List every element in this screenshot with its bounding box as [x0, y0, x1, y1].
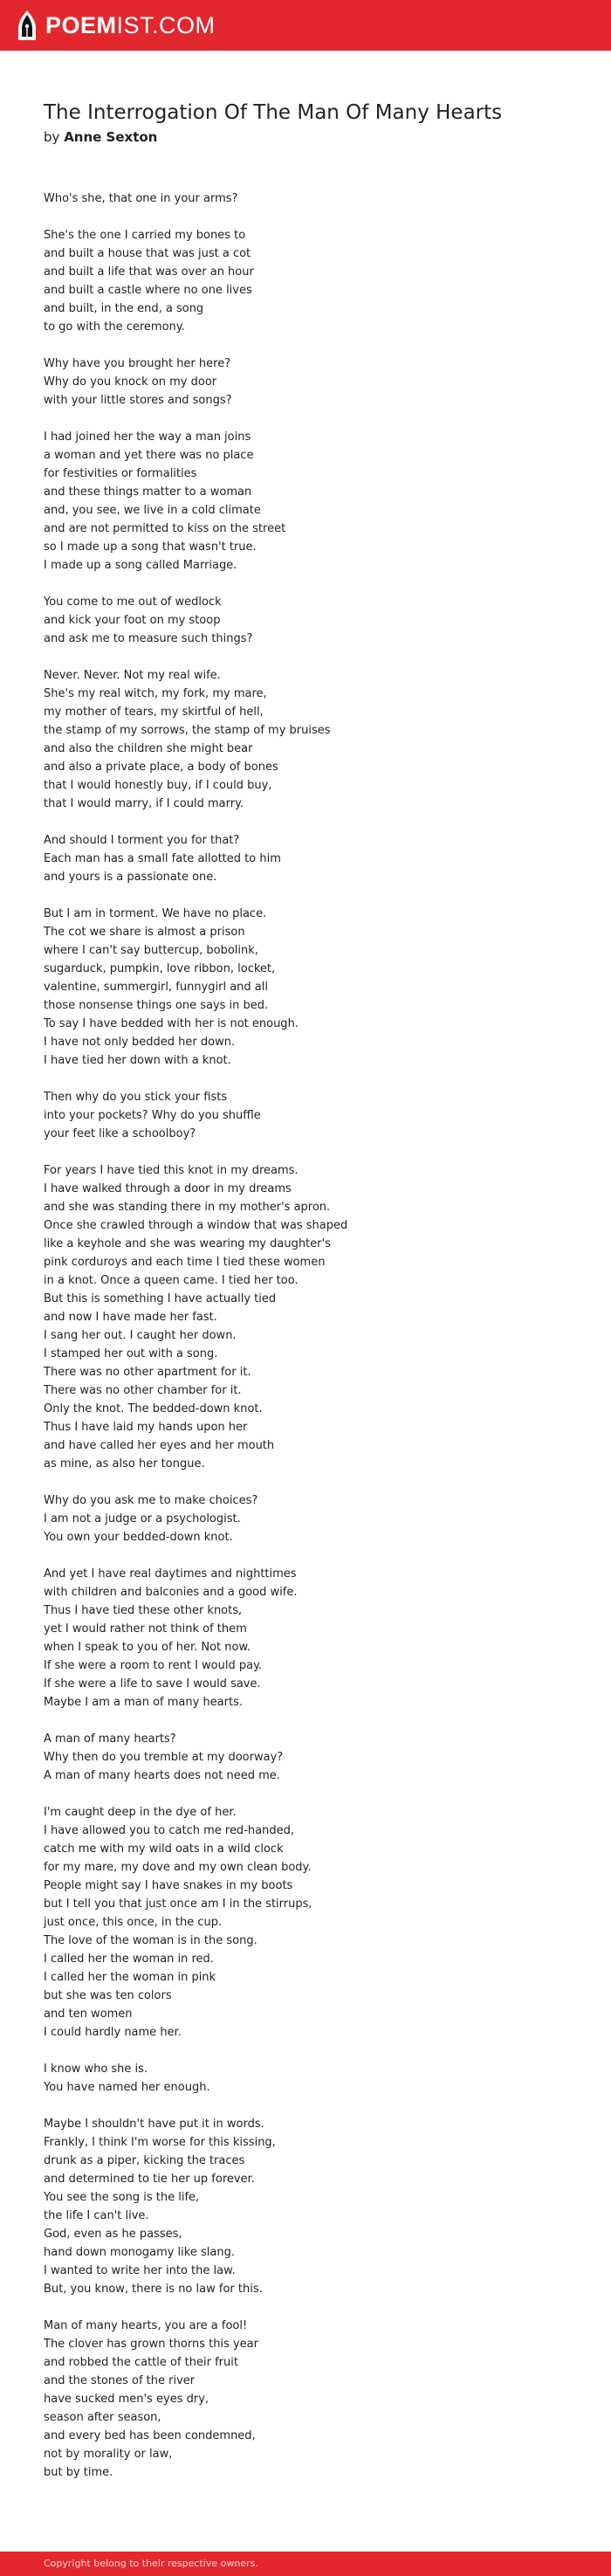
poem-line: a woman and yet there was no place — [44, 449, 254, 462]
poem-line: The cot we share is almost a prison — [44, 926, 245, 939]
poem-line: and she was standing there in my mother's apron. — [44, 1201, 331, 1214]
stanza — [44, 1730, 567, 1785]
stanza — [44, 666, 567, 813]
poem-line: The love of the woman is in the song. — [44, 1934, 257, 1947]
poem-line: A man of many hearts? — [44, 1732, 176, 1746]
stanza — [44, 1803, 567, 2042]
poem-line: Thus I have laid my hands upon her — [44, 1421, 248, 1434]
poem-line: hand down monogamy like slang. — [44, 2246, 235, 2259]
poem-line: And yet I have real daytimes and nighttimes — [44, 1567, 297, 1581]
poem-line: But, you know, there is no law for this. — [44, 2283, 263, 2296]
poem-line: Why do you knock on my door — [44, 375, 217, 389]
stanza — [44, 1565, 567, 1712]
poem-line: I could hardly name her. — [44, 2026, 182, 2039]
poem-line: so I made up a song that wasn't true. — [44, 541, 257, 554]
poem-line: and also the children she might bear — [44, 742, 253, 755]
stanza — [44, 1088, 567, 1143]
poem-line: and built, in the end, a song — [44, 302, 204, 315]
poem-line: I stamped her out with a song. — [44, 1347, 218, 1360]
poem-line: I have walked through a door in my dreams — [44, 1182, 292, 1195]
poem-line: and ten women — [44, 2008, 133, 2021]
poem-line: and built a life that was over an hour — [44, 265, 254, 279]
poem-line: God, even as he passes, — [44, 2228, 182, 2241]
poem-line: and built a house that was just a cot — [44, 247, 251, 260]
stanza — [44, 831, 567, 886]
poem-line: not by morality or law, — [44, 2448, 173, 2461]
poem-line: To say I have bedded with her is not enough. — [44, 1017, 299, 1030]
poem-line: But I am in torment. We have no place. — [44, 907, 267, 920]
poem-line: and ask me to measure such things? — [44, 632, 253, 645]
poem-line: I have allowed you to catch me red-handed, — [44, 1824, 294, 1837]
stanza — [44, 1161, 567, 1473]
poem-line: Frankly, I think I'm worse for this kissing, — [44, 2136, 276, 2149]
poem-line: to go with the ceremony. — [44, 320, 185, 334]
poem-line: There was no other apartment for it. — [44, 1366, 251, 1379]
poem-line: and, you see, we live in a cold climate — [44, 504, 261, 517]
poem-line: where I can't say buttercup, bobolink, — [44, 944, 258, 957]
poem-line: as mine, as also her tongue. — [44, 1457, 205, 1471]
stanza — [44, 1491, 567, 1546]
logo-text-light: IST.COM — [116, 12, 216, 38]
poem-line: I sang her out. I caught her down. — [44, 1329, 237, 1342]
poem-line: for festivities or formalities — [44, 467, 197, 480]
poem-line: and kick your foot on my stoop — [44, 614, 221, 627]
poem-line: Maybe I am a man of many hearts. — [44, 1696, 243, 1709]
logo-text-bold: POEM — [45, 12, 117, 38]
poem-line: Once she crawled through a window that was shaped — [44, 1219, 348, 1232]
poem-line: my mother of tears, my skirtful of hell, — [44, 706, 264, 719]
poem-line: that I would honestly buy, if I could buy, — [44, 779, 272, 792]
poem-line: and these things matter to a woman — [44, 486, 252, 499]
poem-line: I had joined her the way a man joins — [44, 430, 251, 444]
poem-line: If she were a room to rent I would pay. — [44, 1659, 263, 1672]
poem-line: Then why do you stick your fists — [44, 1091, 228, 1104]
poem-line: Thus I have tied these other knots, — [44, 1604, 243, 1617]
copyright-text: Copyright belong to their respective owners. — [44, 2558, 258, 2569]
stanza — [44, 2317, 567, 2482]
poem-title: The Interrogation Of The Man Of Many Hearts — [44, 101, 503, 124]
poem-line: and the stones of the river — [44, 2374, 196, 2387]
poem-line: with your little stores and songs? — [44, 394, 232, 407]
poem-line: and robbed the cattle of their fruit — [44, 2356, 238, 2369]
byline-prefix: by — [44, 129, 60, 145]
poem-body — [44, 189, 567, 2500]
stanza — [44, 189, 567, 208]
poem-line: catch me with my wild oats in a wild clock — [44, 1842, 284, 1856]
stanza — [44, 593, 567, 648]
poem-line: season after season, — [44, 2411, 161, 2424]
poem-line: I have tied her down with a knot. — [44, 1054, 231, 1067]
poem-line: People might say I have snakes in my boots — [44, 1879, 293, 1892]
pen-nib-icon — [16, 10, 38, 41]
stanza — [44, 2115, 567, 2298]
poem-line: sugarduck, pumpkin, love ribbon, locket, — [44, 962, 276, 975]
poem-line: the life I can't live. — [44, 2209, 149, 2222]
poem-line: just once, this once, in the cup. — [44, 1916, 223, 1929]
poem-line: Never. Never. Not my real wife. — [44, 669, 221, 682]
poem-line: There was no other chamber for it. — [44, 1384, 242, 1397]
site-footer — [0, 2552, 611, 2576]
poem-line: and yours is a passionate one. — [44, 871, 217, 884]
stanza — [44, 905, 567, 1070]
poem-line: and built a castle where no one lives — [44, 284, 252, 297]
poem-line: that I would marry, if I could marry. — [44, 797, 244, 810]
byline — [44, 128, 157, 146]
poem-line: but I tell you that just once am I in the stirrups, — [44, 1898, 312, 1911]
poem-line: You see the song is the life, — [44, 2191, 200, 2204]
poem-line: I am not a judge or a psychologist. — [44, 1512, 241, 1526]
stanza — [44, 2060, 567, 2097]
poem-line: For years I have tied this knot in my dreams. — [44, 1164, 299, 1177]
poem-line: Why then do you tremble at my doorway? — [44, 1751, 284, 1764]
poem-line: when I speak to you of her. Not now. — [44, 1641, 251, 1654]
poem-line: and every bed has been condemned, — [44, 2429, 256, 2442]
poem-line: I called her the woman in pink — [44, 1971, 216, 1984]
poem-line: yet I would rather not think of them — [44, 1622, 247, 1636]
poem-line: Man of many hearts, you are a fool! — [44, 2319, 248, 2332]
poem-line: and are not permitted to kiss on the street — [44, 522, 286, 535]
poem-line: Each man has a small fate allotted to him — [44, 852, 281, 865]
poem-line: but by time. — [44, 2466, 113, 2479]
poem-line: and determined to tie her up forever. — [44, 2173, 255, 2186]
poem-line: your feet like a schoolboy? — [44, 1127, 196, 1140]
poem-line: I have not only bedded her down. — [44, 1036, 236, 1049]
poem-line: the stamp of my sorrows, the stamp of my bruises — [44, 724, 331, 737]
poem-line: You own your bedded-down knot. — [44, 1531, 233, 1544]
stanza — [44, 428, 567, 575]
poem-line: and now I have made her fast. — [44, 1311, 217, 1324]
site-logo[interactable] — [16, 10, 216, 41]
poem-line: And should I torment you for that? — [44, 834, 240, 847]
poem-line: You have named her enough. — [44, 2081, 210, 2094]
poem-line: in a knot. Once a queen came. I tied her too. — [44, 1274, 299, 1287]
stanza — [44, 226, 567, 336]
poem-line: I'm caught deep in the dye of her. — [44, 1806, 237, 1819]
poem-line: She's the one I carried my bones to — [44, 229, 246, 242]
poem-line: But this is something I have actually tied — [44, 1292, 277, 1305]
poem-line: but she was ten colors — [44, 1989, 172, 2002]
poem-line: You come to me out of wedlock — [44, 596, 222, 609]
poem-line: I know who she is. — [44, 2063, 148, 2076]
poem-line: for my mare, my dove and my own clean body. — [44, 1861, 312, 1874]
poem-line: drunk as a piper, kicking the traces — [44, 2154, 245, 2167]
poem-line: with children and balconies and a good wife. — [44, 1586, 298, 1599]
poem-line: have sucked men's eyes dry, — [44, 2393, 209, 2406]
poem-line: Who's she, that one in your arms? — [44, 192, 238, 205]
poem-line: Maybe I shouldn't have put it in words. — [44, 2118, 264, 2131]
poem-line: those nonsense things one says in bed. — [44, 999, 269, 1012]
poem-line: She's my real witch, my fork, my mare, — [44, 687, 267, 700]
poem-line: pink corduroys and each time I tied these women — [44, 1256, 326, 1269]
author-link[interactable]: Anne Sexton — [64, 129, 158, 145]
poem-line: A man of many hearts does not need me. — [44, 1769, 280, 1782]
poem-line: like a keyhole and she was wearing my daughter's — [44, 1237, 331, 1250]
poem-line: Why do you ask me to make choices? — [44, 1494, 258, 1507]
poem-line: I made up a song called Marriage. — [44, 559, 237, 572]
site-header — [0, 0, 611, 51]
poem-line: Only the knot. The bedded-down knot. — [44, 1402, 263, 1415]
poem-line: and have called her eyes and her mouth — [44, 1439, 275, 1452]
logo-wordmark — [45, 10, 216, 41]
poem-line: into your pockets? Why do you shuffle — [44, 1109, 261, 1122]
poem-line: I wanted to write her into the law. — [44, 2264, 236, 2277]
poem-line: If she were a life to save I would save. — [44, 1677, 261, 1691]
poem-line: I called her the woman in red. — [44, 1953, 214, 1966]
poem-line: valentine, summergirl, funnygirl and all — [44, 981, 268, 994]
poem-line: Why have you brought her here? — [44, 357, 231, 370]
poem-line: The clover has grown thorns this year — [44, 2338, 258, 2351]
stanza — [44, 355, 567, 410]
poem-line: and also a private place, a body of bones — [44, 761, 278, 774]
